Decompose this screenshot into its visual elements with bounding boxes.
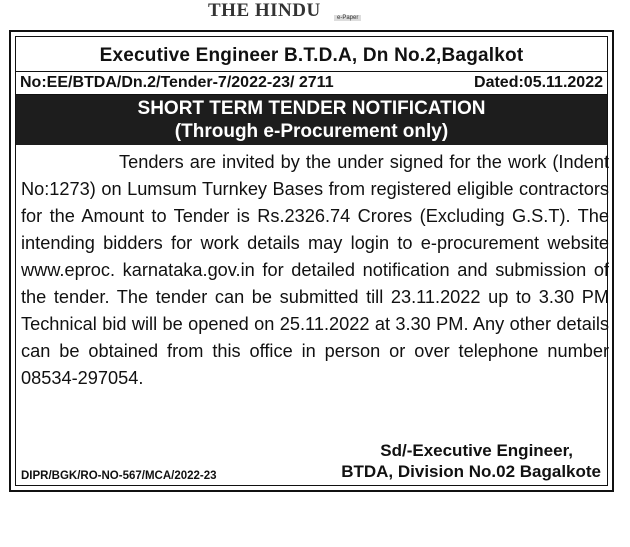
notice-title: SHORT TERM TENDER NOTIFICATION xyxy=(137,98,486,119)
edition-tag: e-Paper xyxy=(334,15,361,21)
newspaper-name: THE HINDU xyxy=(208,0,321,21)
title-banner xyxy=(16,95,607,145)
reference-line xyxy=(16,71,607,95)
notice-body xyxy=(21,149,609,392)
notice-body-text: Tenders are invited by the under signed for the work (Indent No:1273) on Lumsum Turnkey Bases from registered eligible contractors for the Amount to Tender is Rs.2326.74 Crores (Excluding G.S.T). The intending bidders for work details may login to e-procurement website www.eproc. karnataka.gov.in for detailed notification and submission of the tender. The tender can be submitted till 23.11.2022 up to 3.30 PM Technical bid will be opened on 25.11.2022 at 3.30 PM. Any other details can be obtained from this office in person or over telephone number 08534-297054. xyxy=(21,152,609,388)
issuer-heading: Executive Engineer B.T.D.A, Dn No.2,Bagalkot xyxy=(99,45,524,66)
newspaper-masthead xyxy=(0,0,630,28)
signature-line-1: Sd/-Executive Engineer, xyxy=(380,441,573,460)
notice-subtitle: (Through e-Procurement only) xyxy=(174,121,449,142)
tender-notice xyxy=(9,30,614,492)
notice-inner-frame xyxy=(15,36,608,486)
signature-line-2: BTDA, Division No.02 Bagalkote xyxy=(341,462,601,481)
newspaper-logo xyxy=(208,0,321,22)
reference-number: No:EE/BTDA/Dn.2/Tender-7/2022-23/ 2711 xyxy=(20,74,334,91)
signature-block xyxy=(341,440,601,482)
notice-date: Dated:05.11.2022 xyxy=(474,74,603,91)
dipr-code: DIPR/BGK/RO-NO-567/MCA/2022-23 xyxy=(21,470,217,482)
